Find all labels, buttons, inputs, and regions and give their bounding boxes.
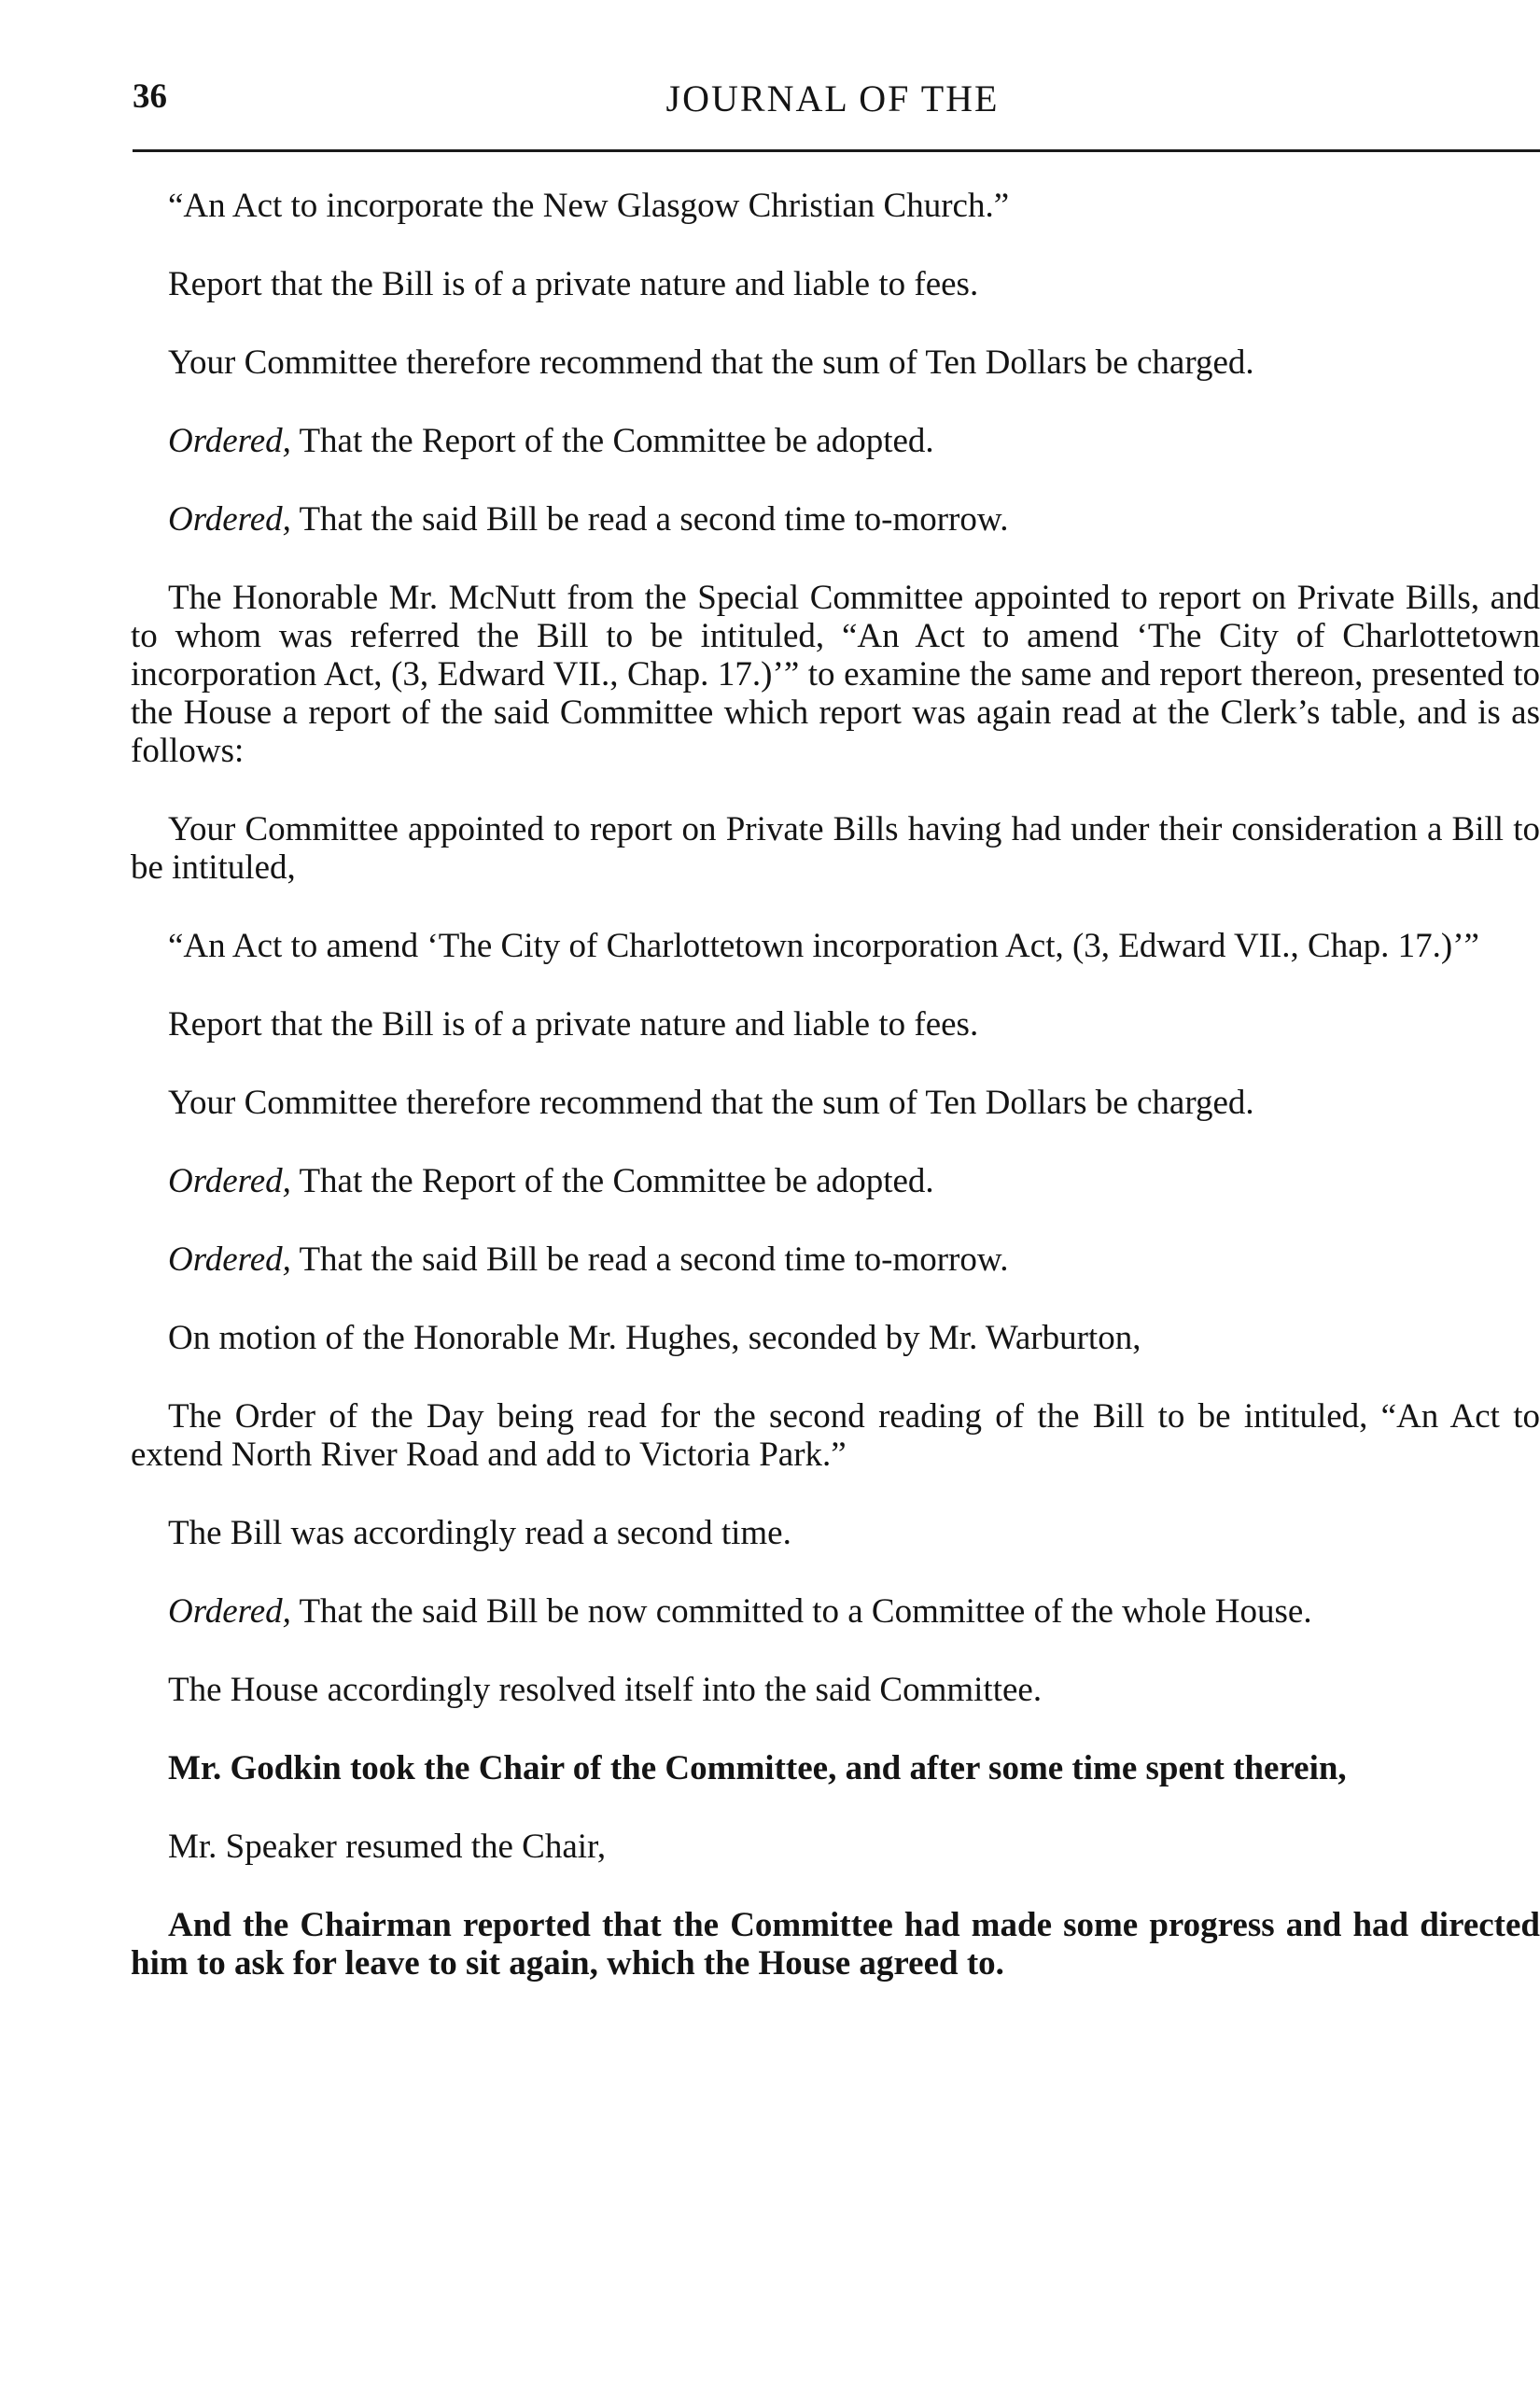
journal-body (131, 187, 1540, 1983)
paragraph-lead: Ordered, (168, 1592, 291, 1631)
paragraph-9 (131, 1005, 1540, 1044)
paragraph-3 (131, 343, 1540, 382)
paragraph-1 (131, 187, 1540, 225)
paragraph-text: On motion of the Honorable Mr. Hughes, seconded by Mr. Warburton, (168, 1319, 1141, 1357)
paragraph-16 (131, 1592, 1540, 1631)
paragraph-8 (131, 927, 1540, 965)
paragraph-lead: Ordered, (168, 1162, 291, 1200)
paragraph-lead: Ordered, (168, 422, 291, 460)
page-number: 36 (133, 77, 167, 116)
paragraph-2 (131, 265, 1540, 303)
paragraph-text: Mr. Godkin took the Chair of the Committee, and after some time spent therein, (168, 1749, 1347, 1787)
paragraph-text: Report that the Bill is of a private nature and liable to fees. (168, 265, 979, 303)
paragraph-text: And the Chairman reported that the Committee had made some progress and had directed him to ask for leave to sit again, which the House agreed to. (131, 1906, 1540, 1983)
paragraph-10 (131, 1084, 1540, 1122)
paragraph-14 (131, 1397, 1540, 1474)
paragraph-text: That the Report of the Committee be adopted. (290, 1162, 934, 1200)
paragraph-7 (131, 810, 1540, 887)
paragraph-18 (131, 1749, 1540, 1787)
paragraph-5 (131, 500, 1540, 539)
page-header (133, 77, 1533, 123)
paragraph-13 (131, 1319, 1540, 1357)
paragraph-6 (131, 579, 1540, 770)
paragraph-17 (131, 1671, 1540, 1709)
paragraph-text: Your Committee therefore recommend that the sum of Ten Dollars be charged. (168, 1084, 1254, 1122)
paragraph-text: “An Act to incorporate the New Glasgow Christian Church.” (168, 187, 1010, 225)
paragraph-11 (131, 1162, 1540, 1200)
paragraph-4 (131, 422, 1540, 460)
paragraph-20 (131, 1906, 1540, 1983)
paragraph-text: The Order of the Day being read for the second reading of the Bill to be intituled, “An Act to extend North River Road and add to Victoria Park.” (131, 1397, 1540, 1474)
paragraph-text: Your Committee appointed to report on Private Bills having had under their consideration a Bill to be intituled, (131, 810, 1540, 887)
paragraph-19 (131, 1828, 1540, 1866)
paragraph-text: That the Report of the Committee be adopted. (290, 422, 934, 460)
paragraph-text: “An Act to amend ‘The City of Charlottetown incorporation Act, (3, Edward VII., Chap. 17.)’” (168, 927, 1479, 965)
paragraph-text: That the said Bill be read a second time to-morrow. (290, 1240, 1009, 1279)
paragraph-text: Your Committee therefore recommend that the sum of Ten Dollars be charged. (168, 343, 1254, 382)
paragraph-15 (131, 1514, 1540, 1552)
paragraph-text: The Honorable Mr. McNutt from the Special Committee appointed to report on Private Bills, and to whom was referred the Bill to be intituled, “An Act to amend ‘The City of Charlottetown incorporation Act, (3, Edward VII., Chap. 17.)’” to examine the same and report thereon, presented to the House a report of the said Committee which report was again read at the Clerk’s table, and is as follows: (131, 579, 1540, 770)
paragraph-lead: Ordered, (168, 1240, 291, 1279)
paragraph-text: That the said Bill be read a second time to-morrow. (290, 500, 1009, 539)
paragraph-text: The Bill was accordingly read a second time. (168, 1514, 791, 1552)
paragraph-text: The House accordingly resolved itself into the said Committee. (168, 1671, 1043, 1709)
paragraph-text: That the said Bill be now committed to a Committee of the whole House. (290, 1592, 1312, 1631)
running-head: JOURNAL OF THE (665, 77, 1000, 119)
paragraph-lead: Ordered, (168, 500, 291, 539)
paragraph-text: Report that the Bill is of a private nature and liable to fees. (168, 1005, 979, 1044)
paragraph-text: Mr. Speaker resumed the Chair, (168, 1828, 607, 1866)
paragraph-12 (131, 1240, 1540, 1279)
header-rule (133, 149, 1540, 152)
